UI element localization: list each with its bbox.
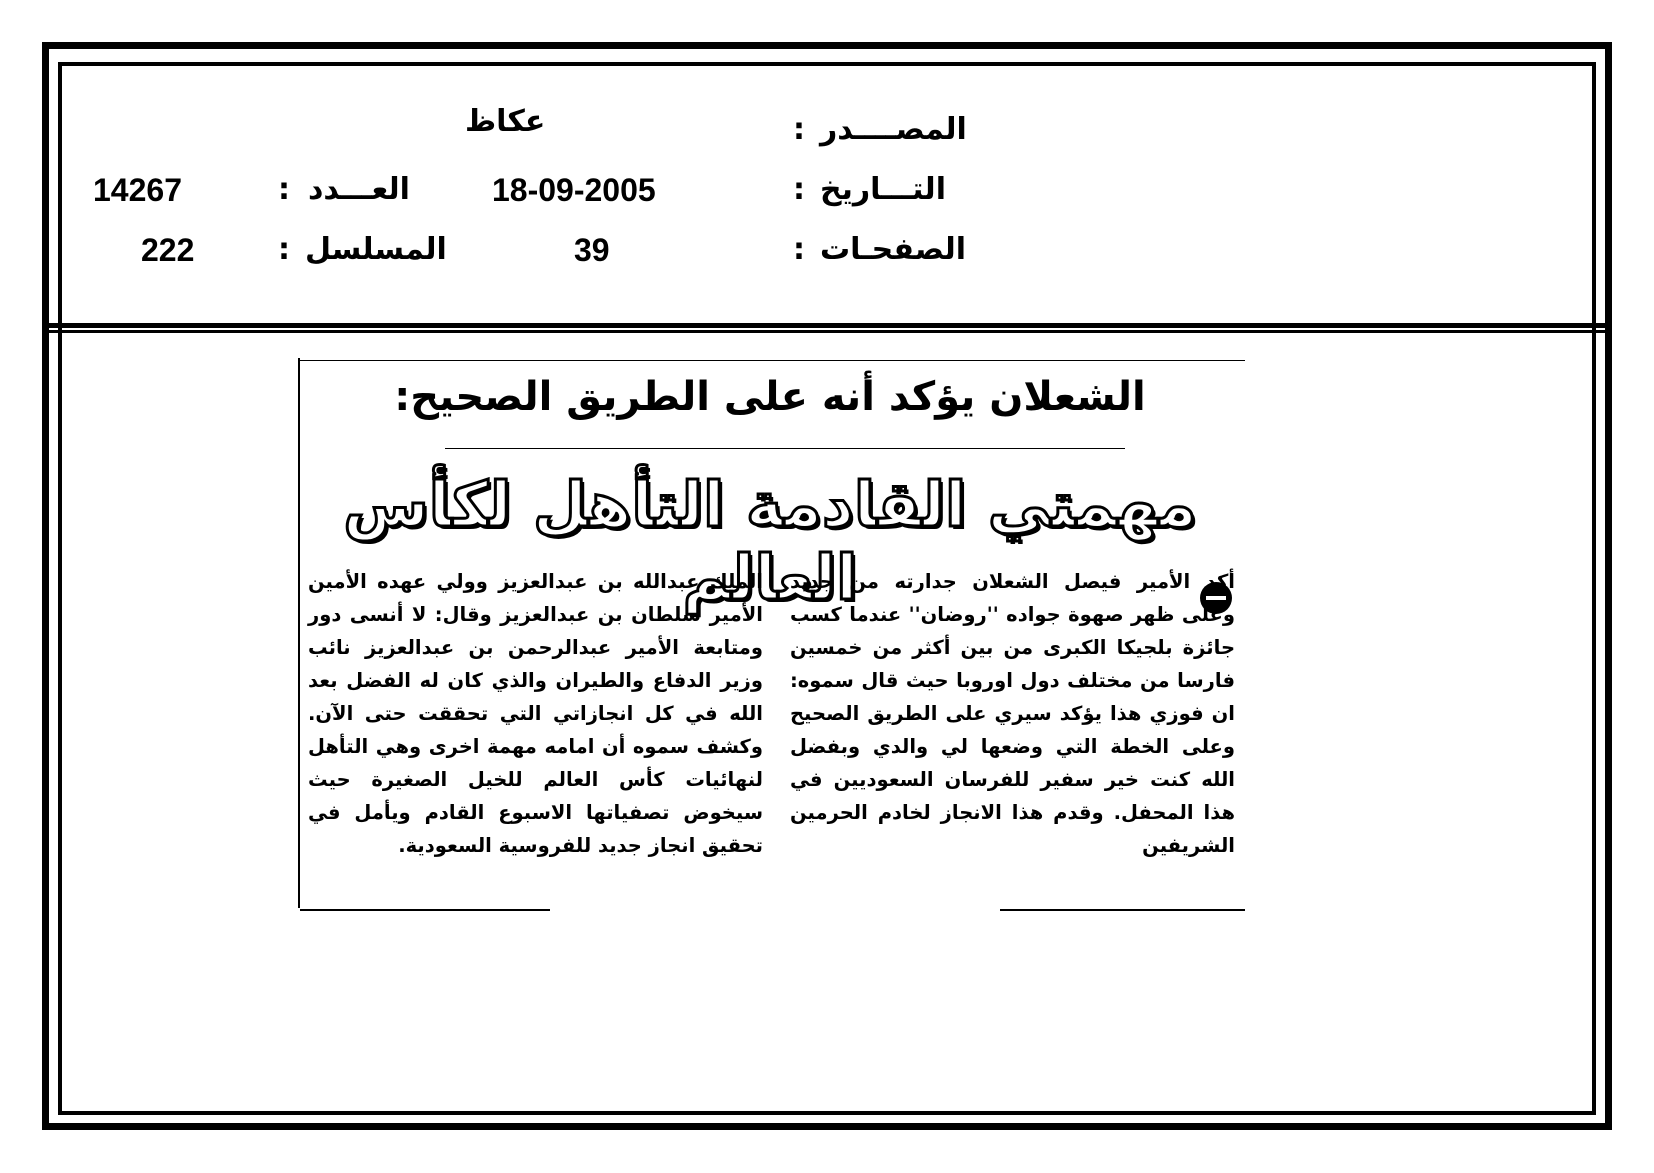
article-column-right [790,565,1235,862]
issue-value: 14267 [93,172,182,208]
issue-label: العـــدد [308,172,410,207]
pages-colon: : [793,232,805,267]
date-label: التـــاريخ [820,172,946,207]
article-subheadline: الشعلان يؤكد أنه على الطريق الصحيح: [394,374,1146,420]
clipping-top-rule [300,360,1245,361]
article-headline: مهمتي القادمة التأهل لكأس العالم [343,468,1197,614]
article-column-right-text: أكد الأمير فيصل الشعلان جدارته من جديد وعلى ظهر صهوة جواده ''روضان'' عندما كسب جائزة بلجيكا الكبرى من بين أكثر من خمسين فارسا من مختلف دول اوروبا حيث قال سموه: ان فوزي هذا يؤكد سيري على الطريق الصحيح وعلى الخطة التي وضعها لي والدي وبفضل الله كنت خير سفير للفرسان السعوديين في هذا المحفل. وقدم هذا الانجاز لخادم الحرمين الشريفين [790,570,1235,857]
clipping-edge [298,358,300,908]
clipping-bottom-rule-right [1000,909,1245,911]
clipping-bottom-rule-left [300,909,550,911]
article-column-left [308,565,763,862]
serial-value: 222 [141,232,195,268]
article-column-left-text: الملك عبدالله بن عبدالعزيز وولي عهده الأمين الأمير سلطان بن عبدالعزيز وقال: لا أنسى دور ومتابعة الأمير عبدالرحمن بن عبدالعزيز نائب وزير الدفاع والطيران والذي كان له الفضل بعد الله في كل انجازاتي التي تحققت حتى الآن. وكشف سموه أن امامه مهمة اخرى وهي التأهل لنهائيات كأس العالم للخيل الصغيرة حيث سيخوض تصفياتها الاسبوع القادم ويأمل في تحقيق انجاز جديد للفروسية السعودية. [308,570,763,857]
issue-colon: : [278,172,290,207]
source-value: عكاظ [465,104,546,139]
serial-label: المسلسل [305,232,447,267]
header-divider [42,323,1612,333]
subheadline-underline [445,448,1125,449]
date-value: 18-09-2005 [492,172,656,208]
source-label: المصــــدر [820,112,967,147]
source-colon: : [793,112,805,147]
pages-value: 39 [574,232,610,268]
date-colon: : [793,172,805,207]
serial-colon: : [278,232,290,267]
pages-label: الصفحـات [820,232,966,267]
